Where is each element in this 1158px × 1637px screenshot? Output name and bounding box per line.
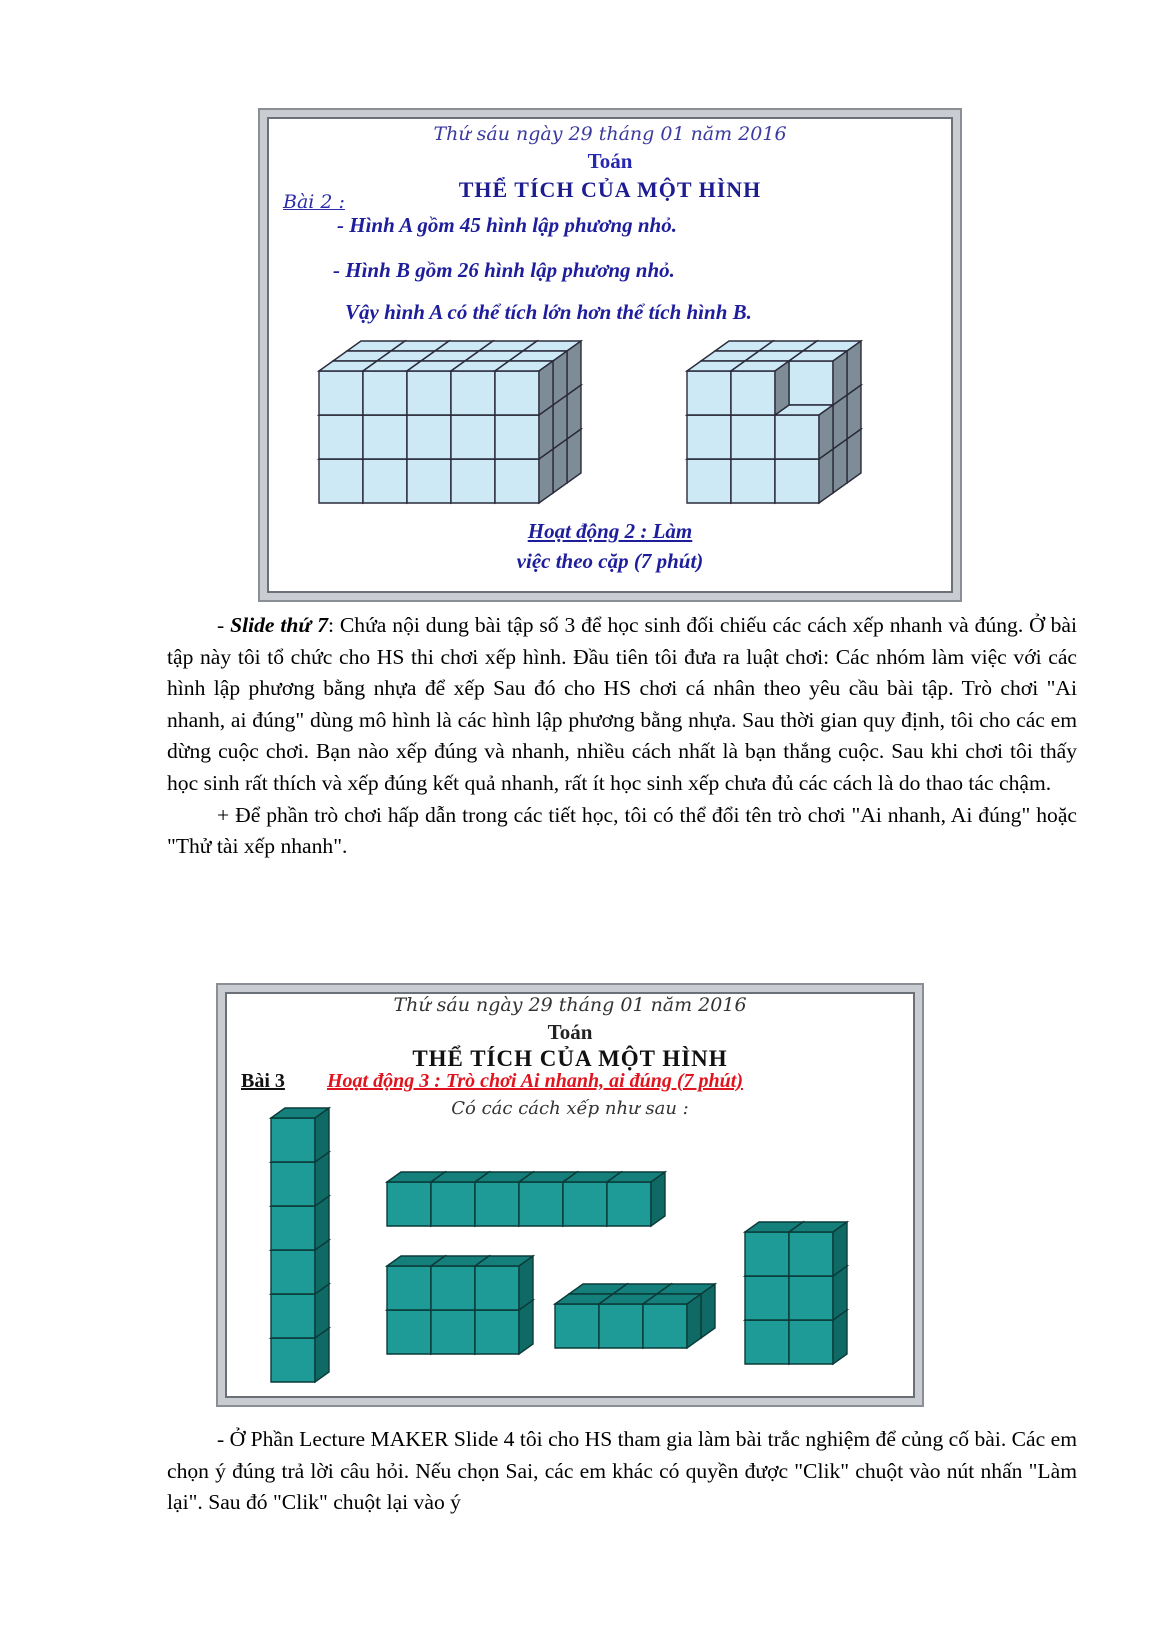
cube-a-front: [495, 459, 539, 503]
cube-a-front: [319, 415, 363, 459]
slide-bai-2: [260, 110, 960, 600]
cube-b-front: [789, 361, 833, 405]
cube-row-front: [519, 1182, 563, 1226]
cube-block-3x2-side: [519, 1256, 533, 1310]
cube-block-2x3-front: [745, 1232, 789, 1276]
cube-column-front: [271, 1162, 315, 1206]
cube-a-front: [451, 371, 495, 415]
cube-a-front: [319, 459, 363, 503]
cube-block-2x3-front: [789, 1320, 833, 1364]
cube-b-front: [731, 459, 775, 503]
cube-a-front: [451, 415, 495, 459]
cube-a-front: [319, 371, 363, 415]
cube-a-front: [407, 415, 451, 459]
cube-block-2x3-side: [833, 1222, 847, 1276]
cube-flat-3x2-front: [599, 1304, 643, 1348]
cube-b-front: [687, 415, 731, 459]
cube-b-side: [847, 341, 861, 395]
slide2-date: Thứ sáu ngày 29 tháng 01 năm 2016: [393, 994, 747, 1016]
cube-column-side: [315, 1108, 329, 1162]
paragraph-slide-7: [167, 610, 1077, 863]
cube-b-front: [731, 415, 775, 459]
cube-row-side: [651, 1172, 665, 1226]
cube-a-side: [553, 351, 567, 405]
cube-b-side: [819, 405, 833, 459]
cube-column-front: [271, 1206, 315, 1250]
paragraph-lecture-maker: [167, 1424, 1077, 1519]
slide2-activity: Hoạt động 3 : Trò chơi Ai nhanh, ai đúng (7 phút): [327, 1070, 744, 1092]
cube-column-front: [271, 1338, 315, 1382]
cube-a-front: [495, 415, 539, 459]
slide1-date: Thứ sáu ngày 29 tháng 01 năm 2016: [433, 123, 787, 145]
cube-flat-3x2-side: [687, 1294, 701, 1348]
cube-block-3x2-front: [387, 1310, 431, 1354]
cube-b-front: [687, 371, 731, 415]
cube-a-front: [407, 459, 451, 503]
cube-flat-3x2-front: [555, 1304, 599, 1348]
slide2-lesson-title: THỂ TÍCH CỦA MỘT HÌNH: [412, 1046, 728, 1071]
figure-b-cubes: [687, 341, 861, 503]
paragraph-lecture-maker-text: - Ở Phần Lecture MAKER Slide 4 tôi cho HS tham gia làm bài trắc nghiệm để củng cố bài. Các em chọn ý đúng trả lời câu hỏi. Nếu chọn Sai, các em khác có quyền được "Clik" chuột vào nút nhấn "Làm lại". Sau đó "Clik" chuột lại vào ý: [167, 1427, 1077, 1515]
cube-block-2x3-front: [745, 1276, 789, 1320]
cube-block-2x3-front: [789, 1232, 833, 1276]
cube-block-3x2-front: [431, 1310, 475, 1354]
slide1-activity-sub: việc theo cặp (7 phút): [516, 549, 704, 573]
cube-row-front: [607, 1182, 651, 1226]
cube-column-front: [271, 1250, 315, 1294]
slide-bai-3: [218, 985, 922, 1405]
slide1-line-2: - Hình B gồm 26 hình lập phương nhỏ.: [333, 258, 675, 282]
cube-flat-3x2-front: [643, 1304, 687, 1348]
slide1-lesson-title: THỂ TÍCH CỦA MỘT HÌNH: [458, 177, 762, 202]
paragraph-game-rename: + Để phần trò chơi hấp dẫn trong các tiết học, tôi có thể đổi tên trò chơi "Ai nhanh, Ai đúng" hoặc "Thử tài xếp nhanh".: [167, 802, 1077, 859]
cube-row-front: [563, 1182, 607, 1226]
cube-a-front: [451, 459, 495, 503]
cube-row-front: [475, 1182, 519, 1226]
slide1-subject: Toán: [587, 149, 633, 173]
cube-flat-3x2-side: [701, 1284, 715, 1338]
figure-a-cubes: [319, 341, 581, 503]
cube-b-front: [731, 371, 775, 415]
cube-column-front: [271, 1294, 315, 1338]
cube-b-front: [775, 459, 819, 503]
slide1-activity: Hoạt động 2 : Làm: [527, 519, 693, 543]
cube-a-front: [363, 415, 407, 459]
cube-block-3x2-front: [431, 1266, 475, 1310]
cube-block-2x3-front: [745, 1320, 789, 1364]
cube-b-side: [833, 351, 847, 405]
paragraph-slide-7-text: - Slide thứ 7: Chứa nội dung bài tập số 3 để học sinh đối chiếu các cách xếp nhanh và đúng. Ở bài tập này tôi tổ chức cho HS thi chơi xếp hình. Đầu tiên tôi đưa ra luật chơi: Các nhóm làm việc với các hình lập phương bằng nhựa để xếp Sau đó cho HS chơi cá nhân theo yêu cầu bài tập. Trò chơi "Ai nhanh, ai đúng" dùng mô hình là các hình lập phương bằng nhựa. Sau thời gian quy định, tôi cho các em dừng cuộc chơi. Bạn nào xếp đúng và nhanh, nhiều cách nhất là bạn thắng cuộc. Sau khi chơi tôi thấy học sinh rất thích và xếp đúng kết quả nhanh, rất ít học sinh xếp chưa đủ các cách là do thao tác chậm.: [167, 613, 1077, 795]
cube-block-3x2-front: [475, 1266, 519, 1310]
cube-block-3x2-front: [387, 1266, 431, 1310]
cube-arrangements: [225, 992, 915, 1398]
slide2-subject: Toán: [547, 1020, 593, 1044]
slide1-line-1: - Hình A gồm 45 hình lập phương nhỏ.: [337, 213, 677, 237]
cube-a-front: [407, 371, 451, 415]
cube-b-front: [775, 415, 819, 459]
cube-column-front: [271, 1118, 315, 1162]
cube-b-front: [687, 459, 731, 503]
cube-a-front: [363, 459, 407, 503]
cube-row-front: [387, 1182, 431, 1226]
cube-a-side: [567, 341, 581, 395]
slide-7-label: Slide thứ 7: [230, 613, 329, 637]
teal-cube-arrangements: [271, 1108, 847, 1382]
slide2-exercise-label: Bài 3: [241, 1070, 285, 1092]
slide1-line-3: Vậy hình A có thể tích lớn hơn thể tích hình B.: [345, 300, 752, 324]
slide1-exercise-label: Bài 2 :: [283, 191, 345, 213]
cube-a-front: [363, 371, 407, 415]
cube-block-3x2-front: [475, 1310, 519, 1354]
slide2-note: Có các cách xếp như sau :: [451, 1098, 689, 1119]
cube-a-side: [539, 361, 553, 415]
cube-block-2x3-front: [789, 1276, 833, 1320]
cube-a-front: [495, 371, 539, 415]
cube-b-side: [775, 361, 789, 415]
cube-row-front: [431, 1182, 475, 1226]
